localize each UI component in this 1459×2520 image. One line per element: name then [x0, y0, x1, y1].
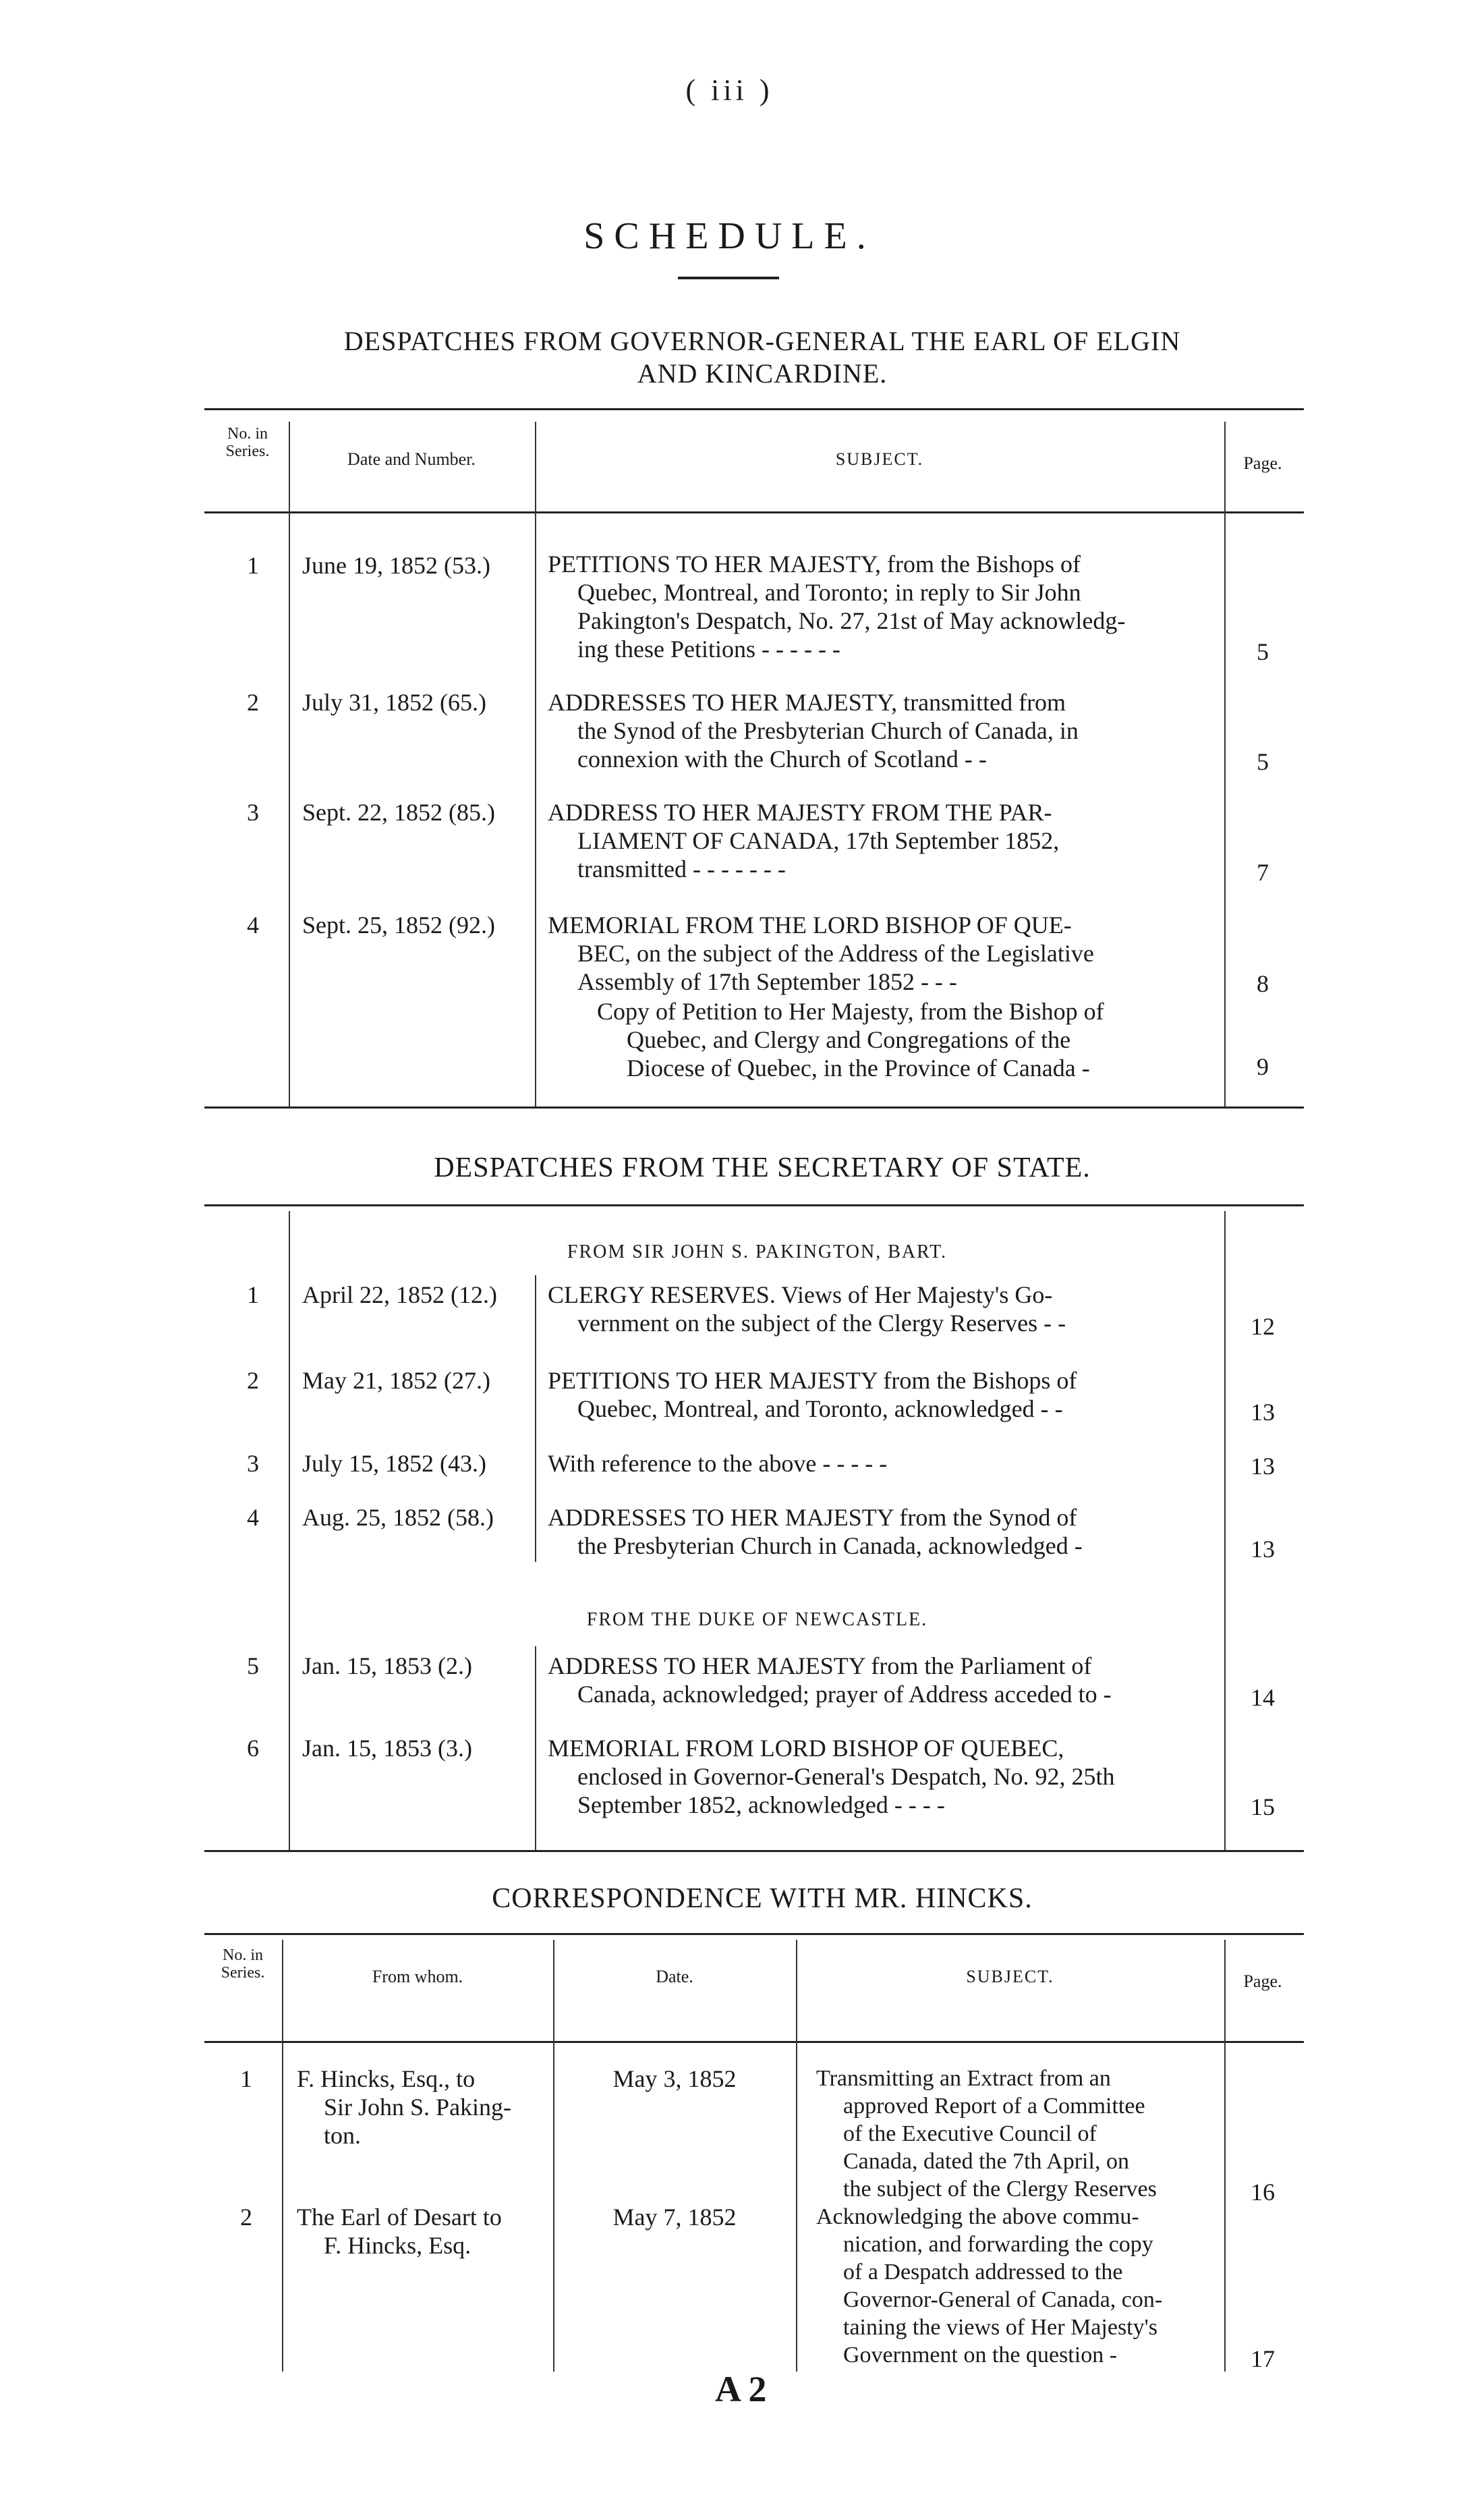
row-subject	[548, 688, 1215, 773]
row-subject	[548, 550, 1215, 663]
subject-line: MEMORIAL FROM THE LORD BISHOP OF QUE-	[548, 912, 1072, 939]
from-line: The Earl of Desart to	[297, 2204, 502, 2231]
row-date: April 22, 1852 (12.)	[302, 1281, 497, 1308]
row-number: 3	[247, 1450, 259, 1477]
subject-line: MEMORIAL FROM LORD BISHOP OF QUEBEC,	[548, 1735, 1064, 1762]
subject-line: ADDRESS TO HER MAJESTY FROM THE PAR-	[548, 799, 1052, 826]
title-rule	[678, 277, 779, 279]
row-date: July 31, 1852 (65.)	[302, 689, 486, 716]
subject-line: Acknowledging the above commu-	[816, 2204, 1139, 2229]
row-date: Sept. 25, 1852 (92.)	[302, 912, 495, 939]
col-header-date: Date.	[656, 1967, 693, 1986]
subject-line: PETITIONS TO HER MAJESTY from the Bishops of	[548, 1367, 1077, 1394]
col-divider	[1224, 1211, 1226, 1850]
section3-heading: CORRESPONDENCE WITH MR. HINCKS.	[492, 1883, 1033, 1914]
subject-line: the Synod of the Presbyterian Church of Canada, in	[577, 717, 1079, 744]
page-title: SCHEDULE.	[583, 215, 876, 257]
subject-line: vernment on the subject of the Clergy Reserves - -	[577, 1310, 1066, 1337]
row-date: June 19, 1852 (53.)	[302, 552, 490, 579]
col-header-subject: SUBJECT.	[966, 1967, 1054, 1986]
subject-line: Transmitting an Extract from an	[816, 2066, 1111, 2091]
col-header-from: From whom.	[372, 1967, 463, 1986]
subject-line: ADDRESSES TO HER MAJESTY, transmitted from	[548, 689, 1066, 716]
row-page: 5	[1257, 638, 1269, 665]
subject-line: ADDRESSES TO HER MAJESTY from the Synod of	[548, 1504, 1077, 1531]
from-line: Sir John S. Paking-	[324, 2094, 512, 2121]
subject-line: connexion with the Church of Scotland - -	[577, 746, 987, 773]
subject-line: Assembly of 17th September 1852 - - -	[577, 968, 957, 995]
col-header-no: No. in Series.	[225, 425, 270, 460]
row-from	[297, 2065, 546, 2150]
col-divider	[289, 422, 290, 1107]
row-number: 4	[247, 912, 259, 939]
subject-line: Quebec, Montreal, and Toronto; in reply to Sir John	[577, 579, 1081, 606]
col-divider	[282, 1940, 283, 2372]
col-header-subject: SUBJECT.	[835, 449, 924, 469]
col-header-page: Page.	[1243, 1971, 1282, 1991]
table-bottom-rule	[204, 1107, 1304, 1109]
row-date: May 7, 1852	[612, 2204, 737, 2231]
section2-heading: DESPATCHES FROM THE SECRETARY OF STATE.	[434, 1152, 1091, 1183]
section1-heading	[202, 325, 1322, 390]
subject-line: the Presbyterian Church in Canada, acknowledged -	[577, 1532, 1083, 1559]
row-date: May 3, 1852	[612, 2065, 737, 2092]
subject-line: Copy of Petition to Her Majesty, from the Bishop of	[597, 998, 1104, 1025]
section1-heading-line2: AND KINCARDINE.	[637, 358, 888, 389]
row-page: 8	[1257, 970, 1269, 997]
subject-line: Pakington's Despatch, No. 27, 21st of May acknowledg-	[577, 607, 1126, 634]
row-page: 13	[1251, 1399, 1275, 1426]
row-subject	[816, 2203, 1214, 2369]
row-subject	[816, 2065, 1214, 2203]
row-subject	[548, 1503, 1215, 1560]
subject-line: Quebec, and Clergy and Congregations of the	[627, 1026, 1071, 1053]
row-number: 6	[247, 1735, 259, 1762]
subject-line: Quebec, Montreal, and Toronto, acknowledged - -	[577, 1395, 1063, 1422]
col-header-page: Page.	[1243, 453, 1282, 473]
section1-heading-line1: DESPATCHES FROM GOVERNOR-GENERAL THE EARL OF ELGIN	[343, 326, 1181, 356]
row-page: 7	[1257, 859, 1269, 886]
subject-line: September 1852, acknowledged - - - -	[577, 1791, 945, 1818]
subject-line: taining the views of Her Majesty's	[843, 2315, 1157, 2340]
subject-line: PETITIONS TO HER MAJESTY, from the Bishops of	[548, 551, 1081, 578]
col-divider	[1224, 1940, 1226, 2372]
subject-line: LIAMENT OF CANADA, 17th September 1852,	[577, 827, 1060, 854]
subject-line: ADDRESS TO HER MAJESTY from the Parliament of	[548, 1652, 1092, 1679]
row-subject	[548, 911, 1215, 996]
page-number: ( iii )	[685, 74, 774, 107]
row-number: 1	[247, 1281, 259, 1308]
from-heading: FROM SIR JOHN S. PAKINGTON, BART.	[567, 1241, 948, 1262]
col-divider	[535, 422, 536, 1107]
row-subsubject	[597, 997, 1215, 1082]
row-number: 2	[240, 2204, 252, 2231]
row-number: 2	[247, 689, 259, 716]
row-date: July 15, 1852 (43.)	[302, 1450, 486, 1477]
row-subject	[548, 1449, 1215, 1478]
table-top-rule	[204, 408, 1304, 410]
row-date: May 21, 1852 (27.)	[302, 1367, 490, 1394]
row-page: 12	[1251, 1313, 1275, 1340]
row-from	[297, 2203, 546, 2260]
row-subject	[548, 798, 1215, 883]
row-page: 13	[1251, 1453, 1275, 1480]
row-page: 5	[1257, 748, 1269, 775]
row-number: 1	[240, 2065, 252, 2092]
row-page: 9	[1257, 1053, 1269, 1080]
row-subject	[548, 1366, 1215, 1423]
subject-line: of the Executive Council of	[843, 2121, 1097, 2146]
subject-line: of a Despatch addressed to the	[843, 2260, 1123, 2285]
row-number: 5	[247, 1652, 259, 1679]
table-header-rule	[204, 511, 1304, 513]
row-number: 2	[247, 1367, 259, 1394]
row-page: 16	[1251, 2179, 1275, 2206]
from-heading: FROM THE DUKE OF NEWCASTLE.	[586, 1609, 928, 1630]
row-page: 17	[1251, 2345, 1275, 2372]
from-line: ton.	[324, 2122, 362, 2149]
table-header-rule	[204, 2041, 1304, 2043]
col-divider	[796, 1940, 797, 2372]
col-divider	[535, 1646, 536, 1850]
subject-line: approved Report of a Committee	[843, 2094, 1145, 2119]
col-divider	[289, 1211, 290, 1850]
subject-line: With reference to the above - - - - -	[548, 1450, 888, 1477]
row-date: Jan. 15, 1853 (2.)	[302, 1652, 472, 1679]
subject-line: Diocese of Quebec, in the Province of Canada -	[627, 1055, 1090, 1082]
signature-mark: A 2	[715, 2369, 767, 2409]
subject-line: BEC, on the subject of the Address of the Legislative	[577, 940, 1094, 967]
subject-line: enclosed in Governor-General's Despatch, No. 92, 25th	[577, 1763, 1115, 1790]
subject-line: the subject of the Clergy Reserves	[843, 2177, 1157, 2202]
row-number: 3	[247, 799, 259, 826]
subject-line: Governor-General of Canada, con-	[843, 2287, 1163, 2312]
row-page: 15	[1251, 1793, 1275, 1820]
subject-line: Canada, acknowledged; prayer of Address acceded to -	[577, 1681, 1112, 1708]
row-number: 1	[247, 552, 259, 579]
row-date: Sept. 22, 1852 (85.)	[302, 799, 495, 826]
row-page: 14	[1251, 1684, 1275, 1711]
subject-line: CLERGY RESERVES. Views of Her Majesty's Go-	[548, 1281, 1053, 1308]
col-header-no: No. in Series.	[221, 1947, 265, 1982]
table-top-rule	[204, 1204, 1304, 1206]
col-divider	[553, 1940, 554, 2372]
row-subject	[548, 1652, 1215, 1708]
table-top-rule	[204, 1933, 1304, 1935]
row-subject	[548, 1734, 1215, 1819]
from-line: F. Hincks, Esq.	[324, 2232, 471, 2259]
subject-line: Canada, dated the 7th April, on	[843, 2149, 1129, 2174]
col-divider	[535, 1275, 536, 1562]
subject-line: transmitted - - - - - - -	[577, 856, 786, 883]
subject-line: ing these Petitions - - - - - -	[577, 636, 840, 663]
col-header-date: Date and Number.	[347, 449, 476, 469]
row-date: Aug. 25, 1852 (58.)	[302, 1504, 494, 1531]
row-date: Jan. 15, 1853 (3.)	[302, 1735, 472, 1762]
table-bottom-rule	[204, 1850, 1304, 1852]
row-subject	[548, 1281, 1215, 1337]
from-line: F. Hincks, Esq., to	[297, 2065, 476, 2092]
row-page: 13	[1251, 1536, 1275, 1563]
subject-line: Government on the question -	[843, 2343, 1118, 2368]
subject-line: nication, and forwarding the copy	[843, 2232, 1153, 2257]
col-divider	[1224, 422, 1226, 1107]
row-number: 4	[247, 1504, 259, 1531]
